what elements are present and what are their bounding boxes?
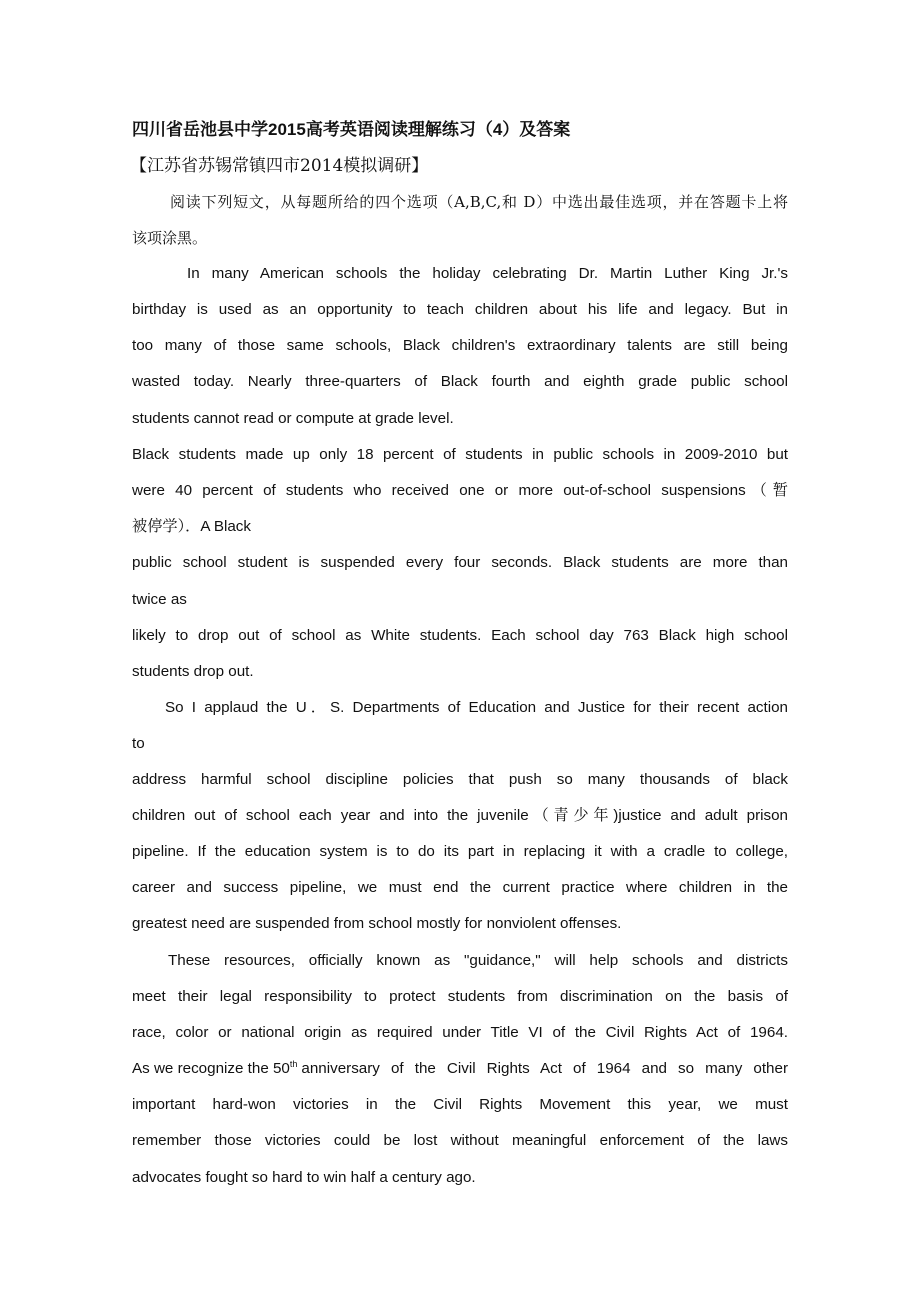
paragraph-line: twice as	[132, 591, 187, 608]
paragraph-line: important hard-won victories in the Civil Rights Movement this year, we must	[132, 1096, 788, 1113]
paragraph-line: likely to drop out of school as White students. Each school day 763 Black high school	[132, 627, 788, 644]
paragraph-line: public school student is suspended every four seconds. Black students are more than	[132, 554, 788, 571]
paragraph-line: students cannot read or compute at grade level.	[132, 410, 454, 427]
paragraph-line: meet their legal responsibility to protect students from discrimination on the basis of	[132, 988, 788, 1005]
paragraph-line: students drop out.	[132, 663, 254, 680]
paragraph-line: race, color or national origin as required under Title VI of the Civil Rights Act of 1964.	[132, 1024, 788, 1041]
line-text: anniversary of the Civil Rights Act of 1964 and so many other	[301, 1060, 788, 1077]
paragraph-line: were 40 percent of students who received one or more out-of-school suspensions（暂	[132, 482, 788, 499]
instruction-line: 阅读下列短文，从每题所给的四个选项（A,B,C,和 D）中选出最佳选项，并在答题卡上将	[170, 193, 788, 211]
paragraph-line: wasted today. Nearly three-quarters of Black fourth and eighth grade public school	[132, 373, 788, 390]
paragraph-line: These resources, officially known as "guidance," will help schools and districts	[168, 952, 788, 969]
paragraph-line	[132, 1059, 788, 1079]
line-text: As we recognize the 50	[132, 1060, 290, 1077]
paragraph-line: Black students made up only 18 percent of students in public schools in 2009-2010 but	[132, 446, 788, 463]
superscript-ordinal: th	[289, 1058, 298, 1069]
paragraph-line: In many American schools the holiday celebrating Dr. Martin Luther King Jr.'s	[187, 265, 788, 282]
paragraph-line: too many of those same schools, Black children's extraordinary talents are still being	[132, 337, 788, 354]
source-note: 【江苏省苏锡常镇四市2014模拟调研】	[130, 156, 429, 176]
paragraph-line: advocates fought so hard to win half a century ago.	[132, 1169, 476, 1186]
paragraph-line: children out of school each year and into the juvenile（青少年)justice and adult prison	[132, 807, 788, 824]
paragraph-line: to	[132, 735, 145, 752]
paragraph-line: address harmful school discipline policies that push so many thousands of black	[132, 771, 788, 788]
paragraph-line: So I applaud the U．S. Departments of Education and Justice for their recent action	[165, 699, 788, 716]
line-segment	[132, 1059, 297, 1079]
paragraph-line: pipeline. If the education system is to do its part in replacing it with a cradle to college,	[132, 843, 788, 860]
paragraph-line: remember those victories could be lost without meaningful enforcement of the laws	[132, 1132, 788, 1149]
paragraph-line: 被停学）．A Black	[132, 518, 251, 535]
paragraph-line: birthday is used as an opportunity to teach children about his life and legacy. But in	[132, 301, 788, 318]
paragraph-line: career and success pipeline, we must end the current practice where children in the	[132, 879, 788, 896]
document-title: 四川省岳池县中学2015高考英语阅读理解练习（4）及答案	[132, 120, 571, 139]
paragraph-line: greatest need are suspended from school mostly for nonviolent offenses.	[132, 915, 622, 932]
instruction-line: 该项涂黑。	[132, 229, 208, 247]
